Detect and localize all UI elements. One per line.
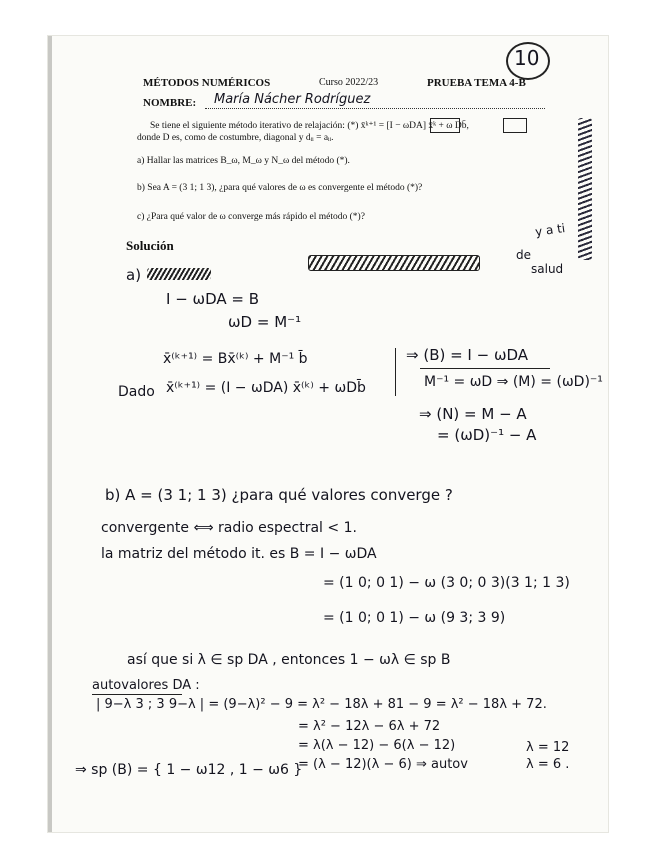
- part-b-line-1: b) A = (3 1; 1 3) ¿para qué valores converge ?: [105, 486, 453, 504]
- solution-heading: Solución: [126, 238, 174, 253]
- page-binding-edge: [48, 36, 52, 832]
- result-N: ⇒ (N) = M − A: [419, 405, 527, 423]
- characteristic-polynomial: | 9−λ 3 ; 3 9−λ | = (9−λ)² − 9 = λ² − 18λ + 81 − 9 = λ² − 18λ + 72.: [96, 697, 547, 712]
- result-B: ⇒ (B) = I − ωDA: [406, 346, 529, 364]
- spectrum-B: ⇒ sp (B) = { 1 − ω12 , 1 − ω6 }: [75, 762, 303, 778]
- part-a-line-1: I − ωDA = B: [166, 290, 260, 308]
- dado-label: Dado: [118, 384, 155, 400]
- margin-scribble: [578, 118, 592, 260]
- boxed-term-wDb: [503, 118, 527, 133]
- result-B-underline: [420, 368, 550, 369]
- part-a-line-3: x̄⁽ᵏ⁺¹⁾ = Bx̄⁽ᵏ⁾ + M⁻¹ b̄: [163, 351, 308, 367]
- margin-note-line-3: salud: [531, 262, 564, 276]
- part-a-line-4: x̄⁽ᵏ⁺¹⁾ = (I − ωDA) x̄⁽ᵏ⁾ + ωDb̄: [166, 380, 366, 396]
- exam-course: Curso 2022/23: [319, 77, 379, 88]
- eigenvalues-heading: autovalores DA :: [92, 678, 200, 693]
- result-M: M⁻¹ = ωD ⇒ (M) = (ωD)⁻¹: [424, 374, 603, 390]
- crossed-out-word-2: [308, 255, 480, 271]
- margin-note-line-2: de: [516, 248, 531, 262]
- brace-divider: [395, 348, 396, 396]
- polynomial-step-2: = λ(λ − 12) − 6(λ − 12): [298, 738, 456, 753]
- question-a: a) Hallar las matrices B_ω, M_ω y N_ω del método (*).: [137, 156, 350, 166]
- margin-note-line-1: y a ti: [534, 220, 566, 240]
- result-N-continued: = (ωD)⁻¹ − A: [437, 426, 537, 444]
- part-b-line-6: así que si λ ∈ sp DA , entonces 1 − ωλ ∈ sp B: [127, 652, 451, 668]
- part-b-line-4: = (1 0; 0 1) − ω (3 0; 0 3)(3 1; 1 3): [323, 575, 570, 591]
- part-b-line-2: convergente ⟺ radio espectral < 1.: [101, 520, 357, 536]
- score-value: 10: [514, 46, 540, 70]
- name-dotted-line: [205, 108, 545, 109]
- student-name: María Nácher Rodríguez: [214, 92, 371, 107]
- crossed-out-word-1: [147, 268, 211, 280]
- statement-line-2: donde D es, como de costumbre, diagonal y dᵢᵢ = aᵢᵢ.: [137, 133, 334, 143]
- part-a-label: a): [126, 266, 142, 284]
- question-b: b) Sea A = (3 1; 1 3), ¿para qué valores de ω es convergente el método (*)?: [137, 183, 423, 193]
- eigenvalues-heading-underline: [92, 694, 182, 695]
- part-a-line-2: ωD = M⁻¹: [228, 313, 302, 331]
- part-b-line-5: = (1 0; 0 1) − ω (9 3; 3 9): [323, 610, 506, 626]
- part-b-line-3: la matriz del método it. es B = I − ωDA: [101, 546, 377, 562]
- exam-subject: MÉTODOS NUMÉRICOS: [143, 77, 271, 89]
- name-label: NOMBRE:: [143, 97, 197, 109]
- boxed-term-wDA: [430, 118, 460, 133]
- eigenvalue-6: λ = 6 .: [526, 757, 570, 772]
- polynomial-step-1: = λ² − 12λ − 6λ + 72: [298, 719, 441, 734]
- polynomial-factored: = (λ − 12)(λ − 6) ⇒ autov: [298, 757, 468, 772]
- eigenvalue-12: λ = 12: [526, 740, 570, 755]
- statement-line-1: Se tiene el siguiente método iterativo de relajación: (*) x̄ᵏ⁺¹ = [I − ωDA] x̄ᵏ + ω Db̄,: [150, 121, 469, 131]
- question-c: c) ¿Para qué valor de ω converge más rápido el método (*)?: [137, 212, 365, 222]
- exam-title: PRUEBA TEMA 4-B: [427, 77, 526, 89]
